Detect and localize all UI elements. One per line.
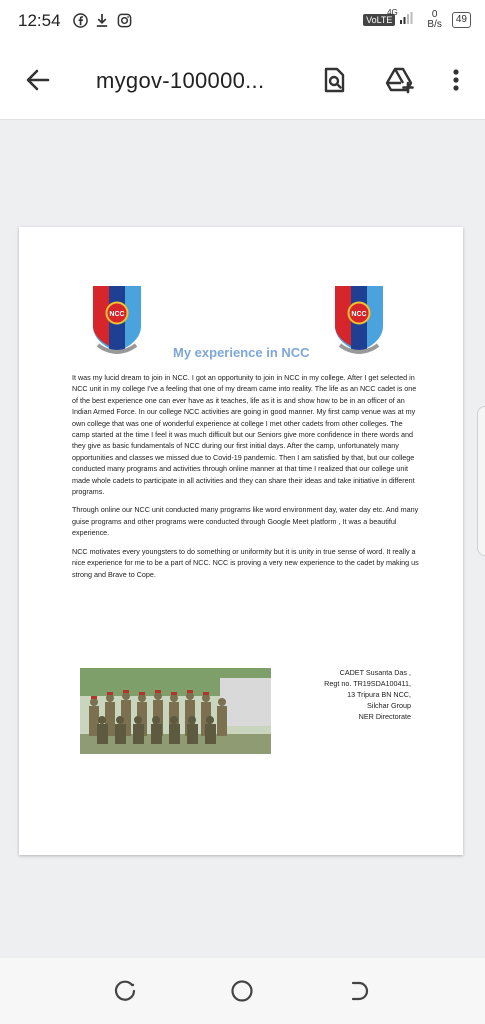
notification-icons — [72, 12, 132, 28]
signature-line: 13 Tripura BN NCC, — [347, 690, 411, 699]
status-bar — [0, 0, 485, 42]
ncc-logo-left — [90, 283, 144, 357]
network-type: 4G — [387, 8, 398, 17]
ncc-logo-text: NCC — [351, 311, 367, 318]
status-time: 12:54 — [18, 11, 61, 30]
instagram-icon — [116, 12, 132, 28]
back-icon[interactable] — [346, 978, 372, 1004]
signature-line: CADET Susanta Das , — [339, 668, 411, 677]
signature-line: Regt no. TR19SDA100411, — [324, 679, 411, 688]
signature-line: Silchar Group — [367, 701, 411, 710]
app-toolbar — [0, 42, 485, 120]
more-vert-icon[interactable] — [440, 64, 472, 96]
document-heading: My experience in NCC — [173, 345, 310, 360]
volte-badge: VoLTE 4G — [363, 14, 395, 26]
home-icon[interactable] — [229, 978, 255, 1004]
group-photo — [80, 668, 271, 754]
paragraph: Through online our NCC unit conducted many programs like word environment day, water day etc. And many guise programs and other programs were conducted through Google Meet platform , It was a beautiful experience. — [72, 505, 419, 538]
ncc-logo-text: NCC — [109, 311, 125, 318]
signature-line: NER Directorate — [358, 712, 411, 721]
signature-block — [301, 667, 411, 722]
add-to-drive-icon[interactable] — [383, 64, 415, 96]
document-body — [72, 372, 422, 587]
ncc-logo-right — [332, 283, 386, 357]
network-speed: 0 B/s — [427, 9, 442, 30]
search-document-icon[interactable] — [318, 64, 350, 96]
recents-icon[interactable] — [112, 978, 138, 1004]
battery-indicator: 49 — [452, 12, 471, 28]
facebook-icon — [72, 12, 88, 28]
download-icon — [94, 12, 110, 28]
document-title: mygov-100000... — [96, 68, 265, 93]
signal-icon — [399, 11, 413, 30]
status-right — [363, 10, 471, 30]
paragraph: It was my lucid dream to join in NCC. I got an opportunity to join in NCC in my college. After I get selected in NCC unit in my college I've a feeling that one of my dream came into reality. The life as an NCC cadet is one of the best experience one can ever have as it teaches, life as it is and show how to be in an officer of an Indian Armed Force. In our college NCC activities are going in good manner. My first camp venue was at my own college that was one of wonderful experience at college I met other cadets from other colleges. The camp started at the time I feel it was much difficult but our Seniors give more confidence in there words and they give as basic fundamentals of NCC during our first initial days. After the camp, unfortunately many opportunities and classes we missed due to Covid-19 pandemic. Then I am satisfied by that, but our college conducted many programs and activities through online manner at that time I realized that our college unit made whole cadets to participate in all activities and they can share their ideas and take initiative in different programs. — [72, 373, 417, 497]
back-arrow-icon[interactable] — [22, 64, 54, 96]
paragraph: NCC motivates every youngsters to do something or uniformity but it is unity in true sense of word. It really a nice experience for me to be a part of NCC. NCC is proving a very new experience to the cadet by making us strong and Brave to Cope. — [72, 546, 419, 579]
document-page — [19, 227, 463, 855]
system-nav-bar — [0, 958, 485, 1024]
document-viewer[interactable] — [0, 120, 485, 958]
fast-scroll-handle[interactable] — [477, 406, 485, 556]
